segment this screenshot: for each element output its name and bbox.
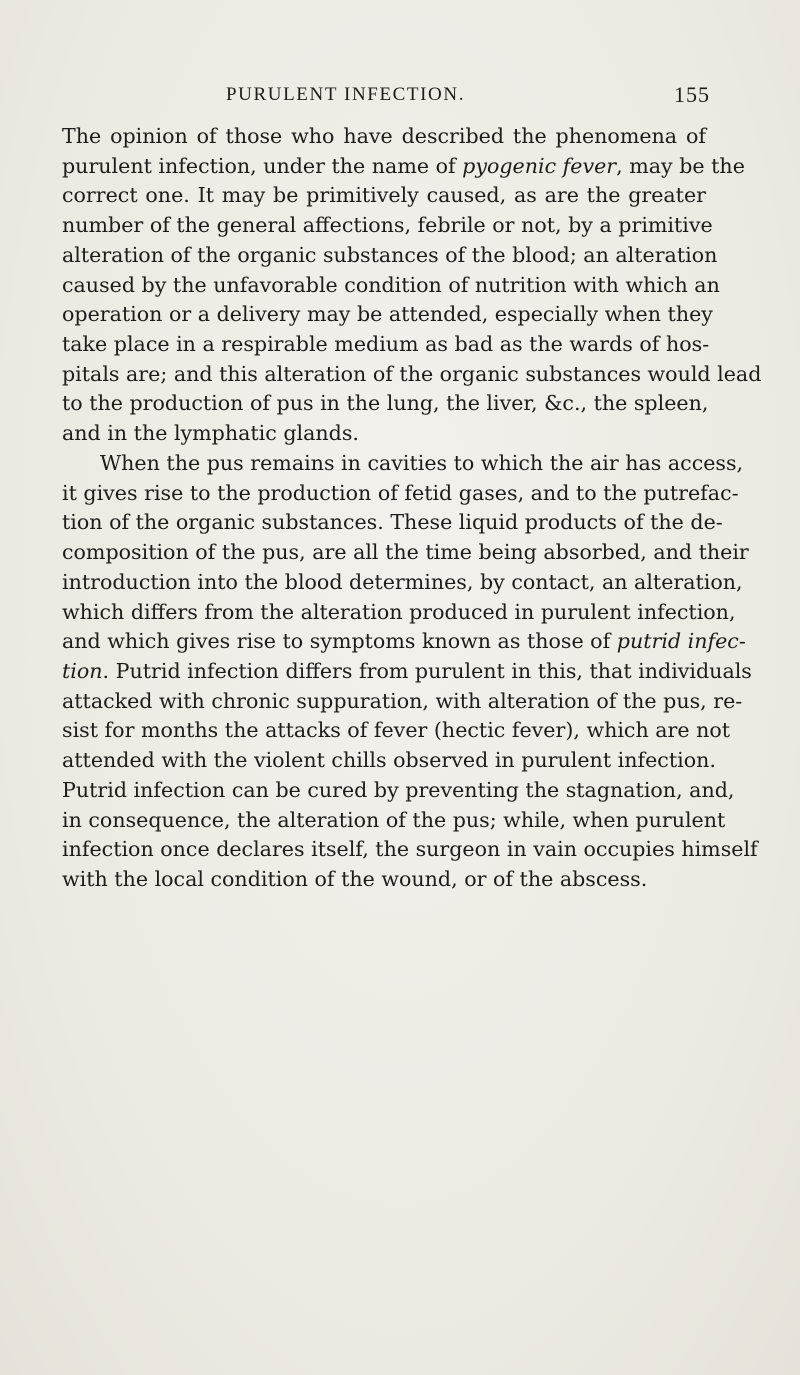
running-title: PURULENT INFECTION.	[226, 84, 466, 105]
text-line	[62, 479, 739, 507]
text-run: take place in a respirable medium as bad as the wards of hos-	[62, 332, 710, 357]
text-line	[62, 746, 716, 774]
text-run: sist for months the attacks of fever (hectic fever), which are not	[62, 718, 731, 743]
italic-term: pyogenic fever	[462, 153, 617, 178]
text-line	[100, 449, 744, 477]
text-line	[62, 152, 745, 180]
text-run: attacked with chronic suppuration, with alteration of the pus, re-	[62, 688, 743, 713]
text-line	[62, 687, 743, 715]
text-run: alteration of the organic substances of the blood; an alteration	[62, 242, 718, 267]
italic-term: tion	[62, 658, 103, 683]
text-line	[62, 211, 713, 239]
text-run: pitals are; and this alteration of the organic substances would lead	[62, 361, 762, 386]
text-run: to the production of pus in the lung, the liver, &c., the spleen,	[62, 391, 709, 416]
text-line	[62, 598, 736, 626]
text-run: composition of the pus, are all the time being absorbed, and their	[62, 540, 749, 565]
text-line	[62, 241, 718, 269]
text-line	[62, 419, 706, 447]
text-run: When the pus remains in cavities to which the air has access,	[100, 450, 744, 475]
text-run: caused by the unfavorable condition of nutrition with which an	[62, 272, 720, 297]
text-run: introduction into the blood determines, by contact, an alteration,	[62, 569, 743, 594]
text-line	[62, 360, 762, 388]
text-run: . Putrid infection differs from purulent in this, that individuals	[102, 658, 752, 683]
text-run: in consequence, the alteration of the pus; while, when purulent	[62, 807, 726, 832]
text-line	[62, 508, 723, 536]
text-line	[62, 330, 710, 358]
text-run: and in the lymphatic glands.	[62, 421, 359, 446]
text-line	[62, 657, 752, 685]
text-line	[62, 865, 706, 893]
text-run: and which gives rise to symptoms known as those of	[62, 629, 617, 654]
text-run: attended with the violent chills observed in purulent infection.	[62, 748, 716, 773]
text-run: number of the general affections, febrile or not, by a primitive	[62, 213, 713, 238]
text-line	[62, 568, 743, 596]
page-number: 155	[674, 82, 710, 107]
text-run: operation or a delivery may be attended, especially when they	[62, 302, 713, 327]
italic-term: putrid infec-	[616, 629, 746, 654]
text-run: purulent infection, under the name of	[62, 153, 463, 178]
text-line	[62, 300, 713, 328]
text-run: The opinion of those who have described the phenomena of	[62, 124, 706, 148]
text-run: infection once declares itself, the surgeon in vain occupies himself	[62, 837, 758, 862]
text-line	[62, 776, 735, 804]
text-line	[62, 835, 758, 863]
text-run: Putrid infection can be cured by preventing the stagnation, and,	[62, 777, 735, 802]
text-run: , may be the	[616, 153, 745, 178]
text-line	[62, 538, 749, 566]
text-line	[62, 122, 706, 150]
text-line	[62, 806, 726, 834]
text-run: it gives rise to the production of fetid gases, and to the putrefac-	[62, 480, 739, 505]
text-line	[62, 716, 731, 744]
text-line	[62, 181, 706, 209]
text-line	[62, 627, 746, 655]
running-head	[226, 80, 710, 110]
text-line	[62, 271, 720, 299]
text-run: correct one. It may be primitively caused, as are the greater	[62, 183, 706, 208]
text-line	[62, 389, 709, 417]
text-run: tion of the organic substances. These liquid products of the de-	[62, 510, 723, 535]
text-run: which differs from the alteration produced in purulent infection,	[62, 599, 736, 624]
text-run: with the local condition of the wound, or of the abscess.	[62, 867, 648, 891]
